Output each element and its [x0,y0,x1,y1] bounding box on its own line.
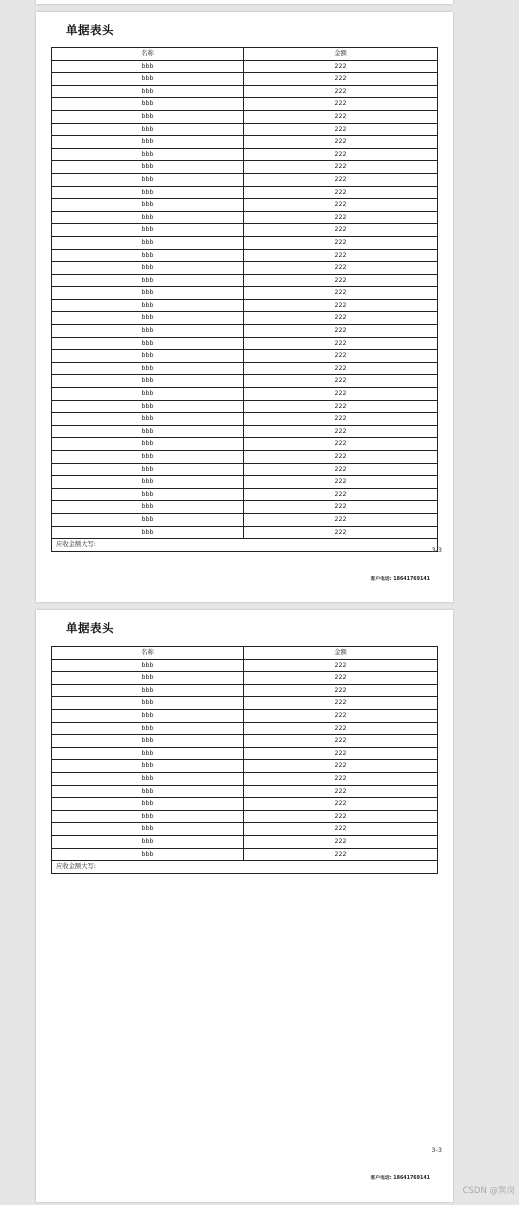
table-row [52,476,438,489]
table-row [52,60,438,73]
column-header-amount: 金额 [244,647,438,660]
cell-name: bbb [52,148,244,161]
cell-name: bbb [52,513,244,526]
cell-amount: 222 [244,438,438,451]
cell-amount: 222 [244,823,438,836]
cell-amount: 222 [244,709,438,722]
cell-name: bbb [52,173,244,186]
table-row [52,98,438,111]
table-header-row [52,647,438,660]
table-row [52,173,438,186]
cell-name: bbb [52,697,244,710]
table-row [52,236,438,249]
cell-amount: 222 [244,337,438,350]
table-row [52,684,438,697]
table-row [52,148,438,161]
cell-name: bbb [52,136,244,149]
page-number: 3-3 [431,546,442,554]
previous-page-edge [36,0,453,4]
table-row [52,798,438,811]
cell-amount: 222 [244,274,438,287]
cell-amount: 222 [244,488,438,501]
cell-amount: 222 [244,85,438,98]
cell-amount: 222 [244,413,438,426]
cell-name: bbb [52,400,244,413]
cell-name: bbb [52,73,244,86]
table-row [52,526,438,539]
cell-name: bbb [52,848,244,861]
total-row [52,539,438,552]
table-row [52,425,438,438]
cell-amount: 222 [244,287,438,300]
table-row [52,224,438,237]
table-row [52,287,438,300]
table-row [52,848,438,861]
cell-name: bbb [52,85,244,98]
page-number: 3-3 [431,1146,442,1154]
cell-amount: 222 [244,672,438,685]
bill-table [51,47,438,552]
document-page-2 [36,610,453,1202]
table-row [52,501,438,514]
cell-name: bbb [52,526,244,539]
cell-name: bbb [52,236,244,249]
table-row [52,262,438,275]
cell-amount: 222 [244,98,438,111]
cell-amount: 222 [244,400,438,413]
cell-amount: 222 [244,810,438,823]
cell-name: bbb [52,199,244,212]
cell-amount: 222 [244,388,438,401]
cell-amount: 222 [244,123,438,136]
cell-amount: 222 [244,312,438,325]
table-row [52,312,438,325]
cell-name: bbb [52,299,244,312]
cell-amount: 222 [244,136,438,149]
table-row [52,785,438,798]
table-row [52,709,438,722]
table-row [52,161,438,174]
cell-name: bbb [52,438,244,451]
cell-name: bbb [52,123,244,136]
cell-name: bbb [52,785,244,798]
cell-name: bbb [52,274,244,287]
cell-name: bbb [52,362,244,375]
cell-name: bbb [52,375,244,388]
cell-amount: 222 [244,772,438,785]
cell-amount: 222 [244,249,438,262]
total-row [52,861,438,874]
cell-name: bbb [52,98,244,111]
total-amount-label: 应收金额大写: [52,539,438,552]
table-row [52,362,438,375]
table-row [52,299,438,312]
cell-name: bbb [52,451,244,464]
cell-name: bbb [52,722,244,735]
cell-amount: 222 [244,236,438,249]
cell-amount: 222 [244,722,438,735]
table-row [52,123,438,136]
cell-name: bbb [52,161,244,174]
table-row [52,697,438,710]
cell-amount: 222 [244,299,438,312]
table-row [52,211,438,224]
cell-amount: 222 [244,211,438,224]
table-row [52,136,438,149]
table-row [52,85,438,98]
table-row [52,375,438,388]
table-header-row [52,48,438,61]
cell-amount: 222 [244,375,438,388]
customer-phone [371,1174,431,1181]
cell-name: bbb [52,262,244,275]
phone-label: 客户电话: [370,577,392,582]
cell-amount: 222 [244,747,438,760]
cell-amount: 222 [244,513,438,526]
bill-table [51,646,438,874]
table-row [52,735,438,748]
cell-amount: 222 [244,224,438,237]
cell-amount: 222 [244,262,438,275]
column-header-name: 名称 [52,48,244,61]
cell-name: bbb [52,312,244,325]
table-row [52,835,438,848]
cell-name: bbb [52,425,244,438]
table-row [52,438,438,451]
cell-name: bbb [52,413,244,426]
table-row [52,513,438,526]
table-row [52,747,438,760]
cell-amount: 222 [244,735,438,748]
page-title: 单据表头 [66,621,114,635]
total-amount-label: 应收金额大写: [52,861,438,874]
cell-amount: 222 [244,848,438,861]
cell-name: bbb [52,350,244,363]
table-row [52,350,438,363]
table-row [52,672,438,685]
column-header-amount: 金额 [244,48,438,61]
cell-amount: 222 [244,798,438,811]
cell-amount: 222 [244,760,438,773]
cell-name: bbb [52,224,244,237]
cell-name: bbb [52,772,244,785]
table-row [52,772,438,785]
cell-amount: 222 [244,526,438,539]
cell-name: bbb [52,110,244,123]
table-row [52,325,438,338]
cell-amount: 222 [244,785,438,798]
phone-number: 18641769141 [393,1176,430,1181]
cell-name: bbb [52,798,244,811]
cell-amount: 222 [244,325,438,338]
cell-name: bbb [52,388,244,401]
cell-name: bbb [52,476,244,489]
table-row [52,413,438,426]
cell-amount: 222 [244,501,438,514]
cell-amount: 222 [244,463,438,476]
cell-amount: 222 [244,173,438,186]
cell-name: bbb [52,823,244,836]
phone-label: 客户电话: [370,1176,392,1181]
cell-amount: 222 [244,73,438,86]
column-header-name: 名称 [52,647,244,660]
cell-name: bbb [52,337,244,350]
cell-amount: 222 [244,161,438,174]
table-row [52,249,438,262]
cell-name: bbb [52,672,244,685]
cell-amount: 222 [244,684,438,697]
cell-name: bbb [52,810,244,823]
cell-amount: 222 [244,697,438,710]
table-row [52,274,438,287]
table-row [52,451,438,464]
cell-amount: 222 [244,476,438,489]
table-row [52,760,438,773]
page-title: 单据表头 [66,23,114,37]
cell-name: bbb [52,325,244,338]
cell-amount: 222 [244,835,438,848]
cell-amount: 222 [244,148,438,161]
cell-name: bbb [52,760,244,773]
cell-amount: 222 [244,659,438,672]
cell-amount: 222 [244,425,438,438]
cell-amount: 222 [244,110,438,123]
watermark: CSDN @巽岗 [462,1186,515,1196]
cell-name: bbb [52,501,244,514]
table-row [52,463,438,476]
cell-amount: 222 [244,451,438,464]
cell-name: bbb [52,463,244,476]
cell-name: bbb [52,186,244,199]
table-row [52,659,438,672]
cell-name: bbb [52,211,244,224]
cell-amount: 222 [244,362,438,375]
table-row [52,823,438,836]
cell-name: bbb [52,684,244,697]
table-row [52,400,438,413]
cell-name: bbb [52,709,244,722]
cell-amount: 222 [244,350,438,363]
cell-name: bbb [52,60,244,73]
table-row [52,337,438,350]
document-page-1 [36,12,453,602]
table-row [52,488,438,501]
table-row [52,186,438,199]
table-row [52,388,438,401]
cell-amount: 222 [244,199,438,212]
cell-name: bbb [52,287,244,300]
table-row [52,810,438,823]
phone-number: 18641769141 [393,577,430,582]
table-row [52,73,438,86]
table-row [52,199,438,212]
customer-phone [371,575,431,582]
cell-amount: 222 [244,186,438,199]
cell-name: bbb [52,249,244,262]
cell-amount: 222 [244,60,438,73]
table-row [52,722,438,735]
cell-name: bbb [52,747,244,760]
table-row [52,110,438,123]
cell-name: bbb [52,735,244,748]
cell-name: bbb [52,488,244,501]
cell-name: bbb [52,835,244,848]
cell-name: bbb [52,659,244,672]
